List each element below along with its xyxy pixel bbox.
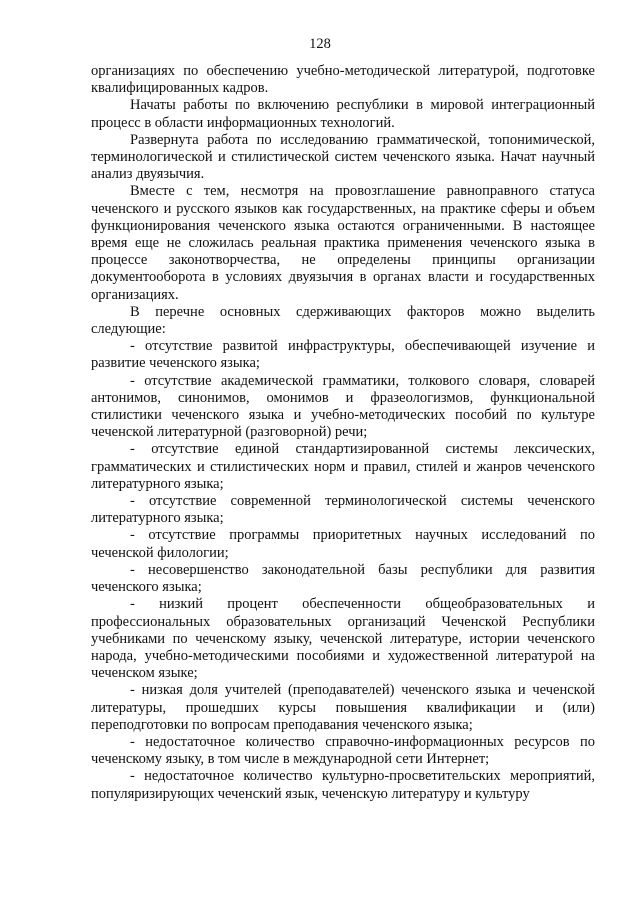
list-item-norms: - отсутствие единой стандартизированной системы лексических, грамматических и стилистических норм и правил, стилей и жанров чеченского литературного языка;: [91, 441, 595, 492]
list-item-research-program: - отсутствие программы приоритетных научных исследований по чеченской филологии;: [91, 527, 595, 561]
paragraph-integration: Начаты работы по включению республики в мировой интеграционный процесс в области информационных технологий.: [91, 97, 595, 131]
list-item-terminology: - отсутствие современной терминологической системы чеченского литературного языка;: [91, 493, 595, 527]
paragraph-research: Развернута работа по исследованию грамматической, топонимической, терминологической и стилистической систем чеченского языка. Начат научный анализ двуязычия.: [91, 131, 595, 183]
list-item-textbooks: - низкий процент обеспеченности общеобразовательных и профессиональных образовательных организаций Чеченской Республики учебниками по чеченскому языку, чеченской литературе, истории чеченского народа, учебно-методическими пособиями и художественной литературой на чеченском языке;: [91, 596, 595, 682]
body-text: [91, 63, 595, 803]
list-item-teachers: - низкая доля учителей (преподавателей) чеченского языка и чеченской литературы, прошедших курсы повышения квалификации и (или) переподготовки по вопросам преподавания чеченского языка;: [91, 682, 595, 733]
list-item-grammar: - отсутствие академической грамматики, толкового словаря, словарей антонимов, синонимов, омонимов и фразеологизмов, функциональной стилистики чеченского языка и учебно-методических пособий по культуре чеченской литературной (разговорной) речи;: [91, 372, 595, 441]
paragraph-factors-intro: В перечне основных сдерживающих факторов можно выделить следующие:: [91, 303, 595, 338]
list-item-reference-resources: - недостаточное количество справочно-информационных ресурсов по чеченскому языку, в том числе в международной сети Интернет;: [91, 733, 595, 768]
paragraph-continuation: организациях по обеспечению учебно-методической литературой, подготовке квалифицированных кадров.: [91, 63, 595, 97]
page-number: 128: [309, 36, 331, 52]
list-item-legislation: - несовершенство законодательной базы республики для развития чеченского языка;: [91, 561, 595, 596]
list-item-infrastructure: - отсутствие развитой инфраструктуры, обеспечивающей изучение и развитие чеченского языка;: [91, 338, 595, 372]
list-item-events: - недостаточное количество культурно-просветительских мероприятий, популяризирующих чеченский язык, чеченскую литературу и культуру: [91, 768, 595, 802]
paragraph-status: Вместе с тем, несмотря на провозглашение равноправного статуса чеченского и русского языков как государственных, на практике сферы и объем функционирования чеченского языка остаются ограниченными. В настоящее время еще не сложилась реальная практика применения чеченского языка в процессе законотворчества, не определены принципы организации документооборота в условиях двуязычия в органах власти и государственных организациях.: [91, 183, 595, 303]
